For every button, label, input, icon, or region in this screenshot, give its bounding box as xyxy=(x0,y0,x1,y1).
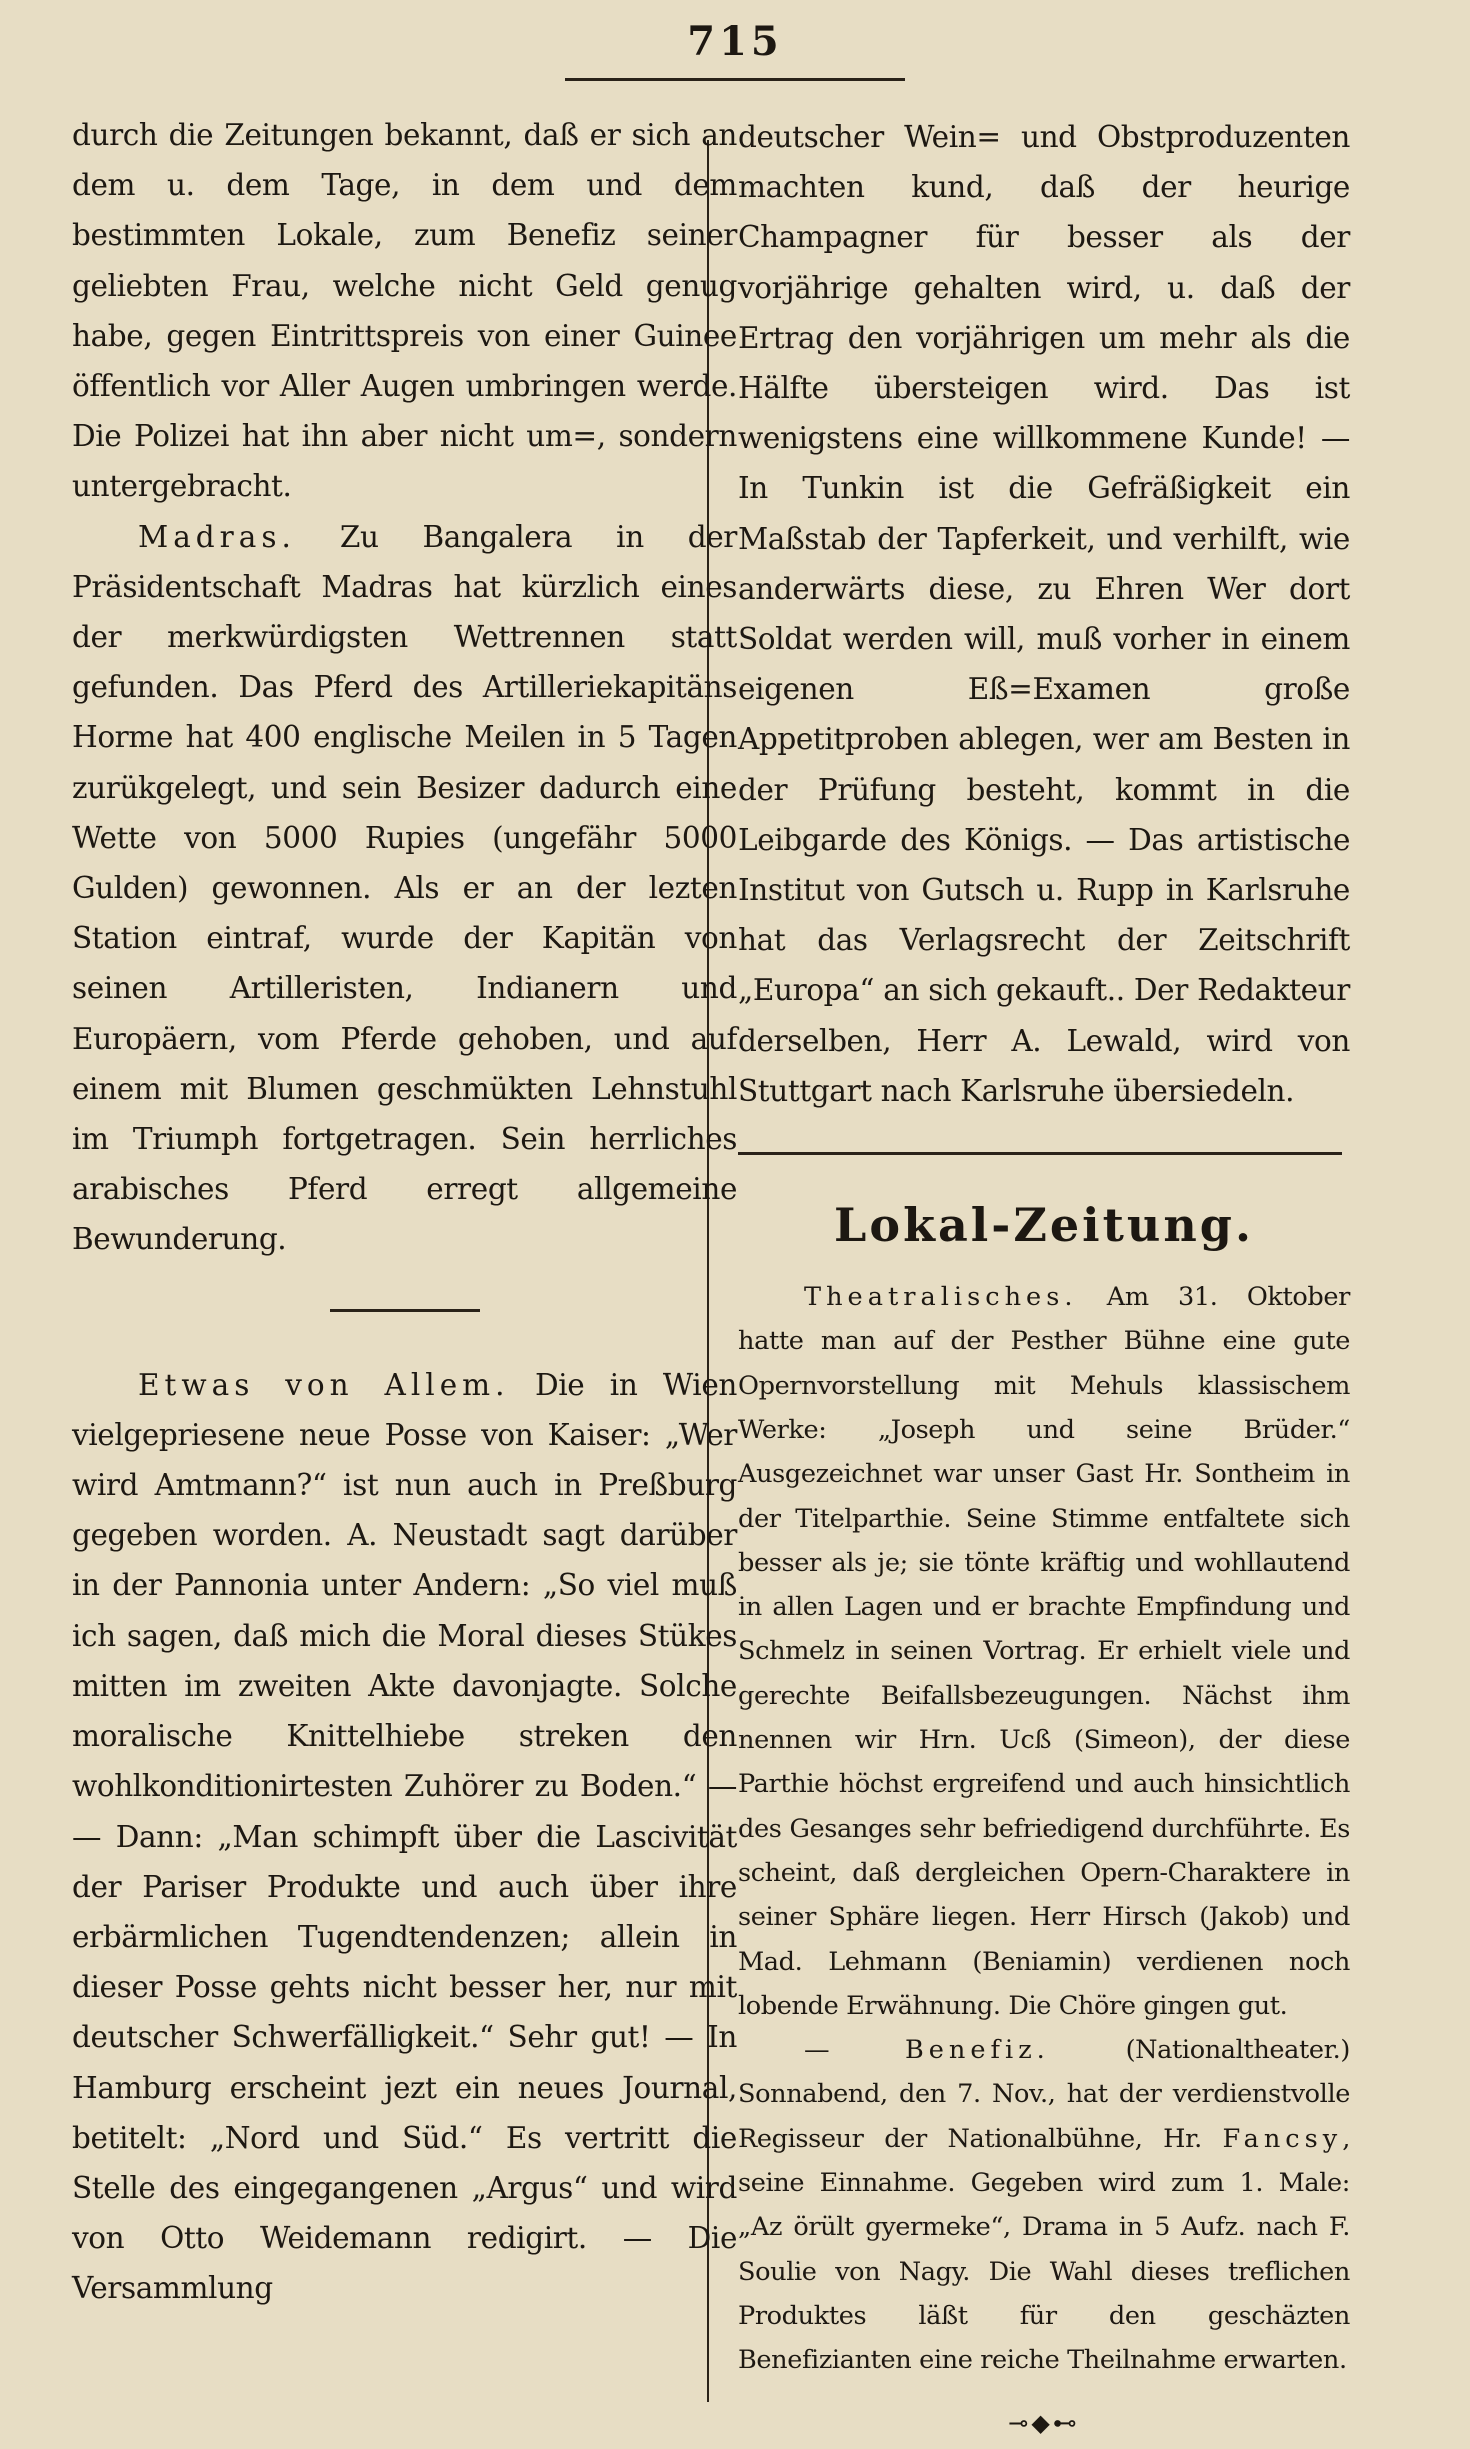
article-text: Am 31. Oktober hatte man auf der Pesther Bühne eine gute Opernvorstellung mit Mehuls klassischem Werke: „Joseph und seine Brüder.“ Ausgezeichnet war unser Gast Hr. Sontheim in der Titelparthie. Seine Stimme entfaltete sich besser als je; sie tönte kräftig und wohllautend in allen Lagen und er brachte Empfindung und Schmelz in seinen Vortrag. Er erhielt viele und gerechte Beifallsbezeugungen. Nächst ihm nennen wir Hrn. Ucß (Simeon), der diese Parthie höchst ergreifend und auch hinsichtlich des Gesanges sehr befriedigend durchführte. Es scheint, daß dergleichen Opern-Charaktere in seiner Sphäre liegen. Herr Hirsch (Jakob) und Mad. Lehmann (Beniamin) verdienen noch lobende Erwähnung. Die Chöre gingen gut. xyxy=(738,1282,1350,2021)
article-text: , seine Einnahme. Gegeben wird zum 1. Male: „Az örült gyermeke“, Drama in 5 Aufz. nach F. Soulie von Nagy. Die Wahl dieses treflichen Produktes läßt für den geschäzten Benefizianten eine reiche Theilnahme erwarten. xyxy=(738,2123,1350,2376)
end-ornament: ⊸◆⊷ xyxy=(1008,2409,1080,2438)
local-news xyxy=(738,1275,1350,2382)
article-theatralisches xyxy=(738,1275,1350,2028)
page-number: 715 xyxy=(687,18,783,65)
article-text: (Nationaltheater.) Sonnabend, den 7. Nov., hat der verdienstvolle Regisseur der Nationalbühne, Hr. xyxy=(738,2035,1350,2154)
article-lead: Theatralisches. xyxy=(804,1282,1078,1313)
article-text: Zu Bangalera in der Präsidentschaft Madras hat kürzlich eines der merkwürdigsten Wettrennen statt gefunden. Das Pferd des Artilleriekapitäns Horme hat 400 englische Meilen in 5 Tagen zurükgelegt, und sein Besizer dadurch eine Wette von 5000 Rupies (ungefähr 5000 Gulden) gewonnen. Als er an der lezten Station eintraf, wurde der Kapitän von seinen Artilleristen, Indianern und Europäern, vom Pferde gehoben, und auf einem mit Blumen geschmükten Lehnstuhl im Triumph fortgetragen. Sein herrliches arabisches Pferd erregt allgemeine Bewunderung. xyxy=(72,519,737,1257)
article-text: Die in Wien vielgepriesene neue Posse von Kaiser: „Wer wird Amtmann?“ ist nun auch in Preßburg gegeben worden. A. Neustadt sagt darüber in der Pannonia unter Andern: „So viel muß ich sagen, daß mich die Moral dieses Stükes mitten im zweiten Akte davonjagte. Solche moralische Knittelhiebe streken den wohlkonditionirtesten Zuhörer zu Boden.“ — — Dann: „Man schimpft über die Lascivität der Pariser Produkte und auch über ihre erbärmlichen Tugendtendenzen; allein in dieser Posse gehts nicht besser her, nur mit deutscher Schwerfälligkeit.“ Sehr gut! — In Hamburg erscheint jezt ein neues Journal, betitelt: „Nord und Süd.“ Es vertritt die Stelle des eingegangenen „Argus“ und wird von Otto Weidemann redigirt. — Die Versammlung xyxy=(72,1367,737,2306)
article-dash: — xyxy=(804,2035,905,2066)
article-lead: Benefiz. xyxy=(904,2035,1050,2066)
article-madras xyxy=(72,512,737,1265)
article-paragraph: deutscher Wein= und Obstproduzenten machten kund, daß der heurige Champagner für besser als der vorjährige gehalten wird, u. daß der Ertrag den vorjährigen um mehr als die Hälfte übersteigen wird. Das ist wenigstens eine willkommene Kunde! — In Tunkin ist die Gefräßigkeit ein Maßstab der Tapferkeit, und verhilft, wie anderwärts diese, zu Ehren Wer dort Soldat werden will, muß vorher in einem eigenen Eß=Examen große Appetitproben ablegen, wer am Besten in der Prüfung besteht, kommt in die Leibgarde des Königs. — Das artistische Institut von Gutsch u. Rupp in Karlsruhe hat das Verlagsrecht der Zeitschrift „Europa“ an sich gekauft.. Der Redakteur derselben, Herr A. Lewald, wird von Stuttgart nach Karlsruhe übersiedeln. xyxy=(738,120,1350,1108)
section-divider xyxy=(330,1309,480,1312)
header-rule xyxy=(565,78,905,81)
article-paragraph: durch die Zeitungen bekannt, daß er sich an dem u. dem Tage, in dem und dem bestimmten Lokale, zum Benefiz seiner geliebten Frau, welche nicht Geld genug habe, gegen Eintrittspreis von einer Guinee öffentlich vor Aller Augen umbringen werde. Die Polizei hat ihn aber nicht um=, sondern untergebracht. xyxy=(72,118,737,504)
left-column xyxy=(72,110,737,2314)
article-benefiz xyxy=(738,2028,1350,2382)
section-title: Lokal-Zeitung. xyxy=(834,1198,1254,1253)
person-name: Fancsy xyxy=(1222,2123,1343,2154)
section-divider xyxy=(738,1152,1342,1155)
article-lead: Etwas von Allem. xyxy=(138,1367,510,1402)
article-lead: Madras. xyxy=(138,519,296,554)
right-column xyxy=(738,112,1350,2449)
article-etwas-von-allem xyxy=(72,1360,737,2314)
